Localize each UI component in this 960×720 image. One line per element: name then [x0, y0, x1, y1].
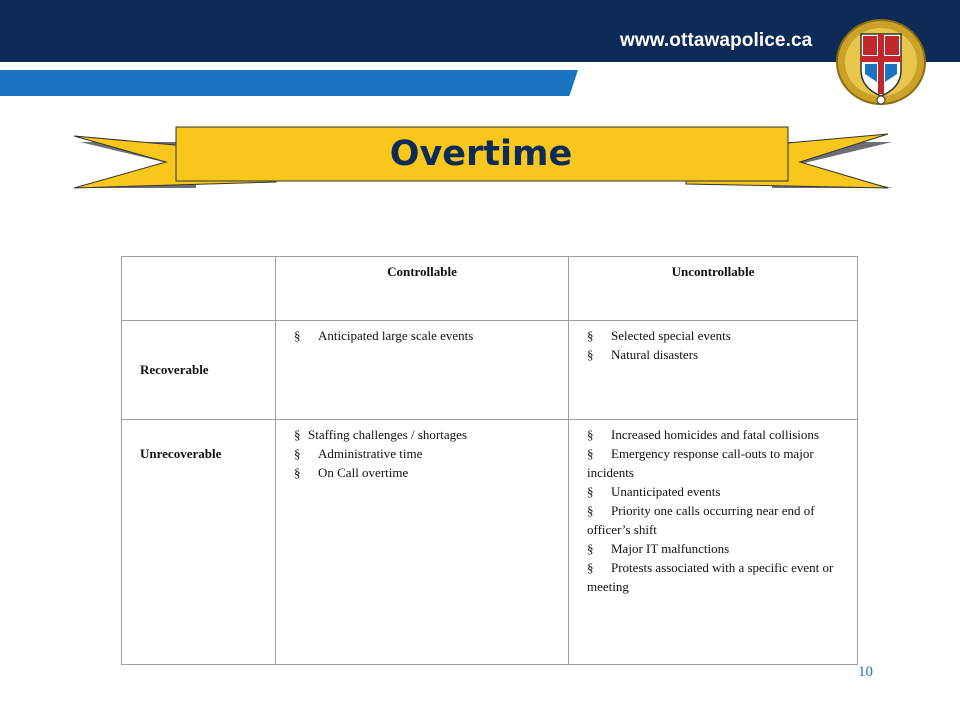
page-number: 10 — [858, 664, 873, 680]
website-url: www.ottawapolice.ca — [620, 30, 813, 51]
section-bullet: § — [587, 560, 594, 575]
list-item — [294, 425, 552, 444]
header-accent-band — [0, 70, 578, 96]
list-item-text: Protests associated with a specific event or meeting — [587, 560, 834, 594]
section-bullet: § — [587, 427, 594, 442]
list-item — [587, 345, 841, 364]
cell-unrecoverable-controllable — [276, 420, 569, 665]
section-bullet: § — [587, 446, 594, 461]
list-item-text: Staffing challenges / shortages — [308, 427, 467, 442]
header-row — [122, 257, 858, 321]
list-item-text: Natural disasters — [611, 347, 699, 362]
row-label-unrecoverable: Unrecoverable — [122, 420, 276, 665]
list-item-text: Unanticipated events — [611, 484, 721, 499]
ottawa-police-crest-icon — [833, 12, 929, 108]
section-bullet: § — [587, 541, 594, 556]
section-bullet: § — [294, 446, 301, 461]
section-bullet: § — [587, 347, 594, 362]
column-header-controllable: Controllable — [276, 257, 569, 321]
list-item — [587, 501, 841, 539]
list-item — [587, 425, 841, 444]
section-bullet: § — [294, 465, 301, 480]
cell-unrecoverable-uncontrollable — [569, 420, 858, 665]
list-item-text: Priority one calls occurring near end of officer’s shift — [587, 503, 815, 537]
overtime-matrix-table — [121, 256, 858, 665]
column-header-uncontrollable: Uncontrollable — [569, 257, 858, 321]
list-item — [587, 482, 841, 501]
list-item-text: Emergency response call-outs to major incidents — [587, 446, 814, 480]
corner-cell — [122, 257, 276, 321]
list-item-text: Selected special events — [611, 328, 731, 343]
list-item — [294, 463, 552, 482]
section-bullet: § — [294, 328, 301, 343]
section-bullet: § — [587, 503, 594, 518]
list-item-text: Administrative time — [318, 446, 423, 461]
list-item-text: Increased homicides and fatal collisions — [611, 427, 819, 442]
section-bullet: § — [587, 328, 594, 343]
list-item — [294, 326, 552, 345]
list-item — [587, 558, 841, 596]
section-bullet: § — [294, 427, 301, 442]
slide-title: Overtime — [389, 134, 573, 174]
section-bullet: § — [587, 484, 594, 499]
list-item-text: Anticipated large scale events — [318, 328, 474, 343]
cell-recoverable-controllable — [276, 321, 569, 420]
list-item — [587, 444, 841, 482]
list-item-text: Major IT malfunctions — [611, 541, 730, 556]
row-label-recoverable: Recoverable — [122, 321, 276, 420]
table-row — [122, 321, 858, 420]
list-item — [294, 444, 552, 463]
list-item — [587, 539, 841, 558]
table-row — [122, 420, 858, 665]
list-item-text: On Call overtime — [318, 465, 409, 480]
cell-recoverable-uncontrollable — [569, 321, 858, 420]
list-item — [587, 326, 841, 345]
